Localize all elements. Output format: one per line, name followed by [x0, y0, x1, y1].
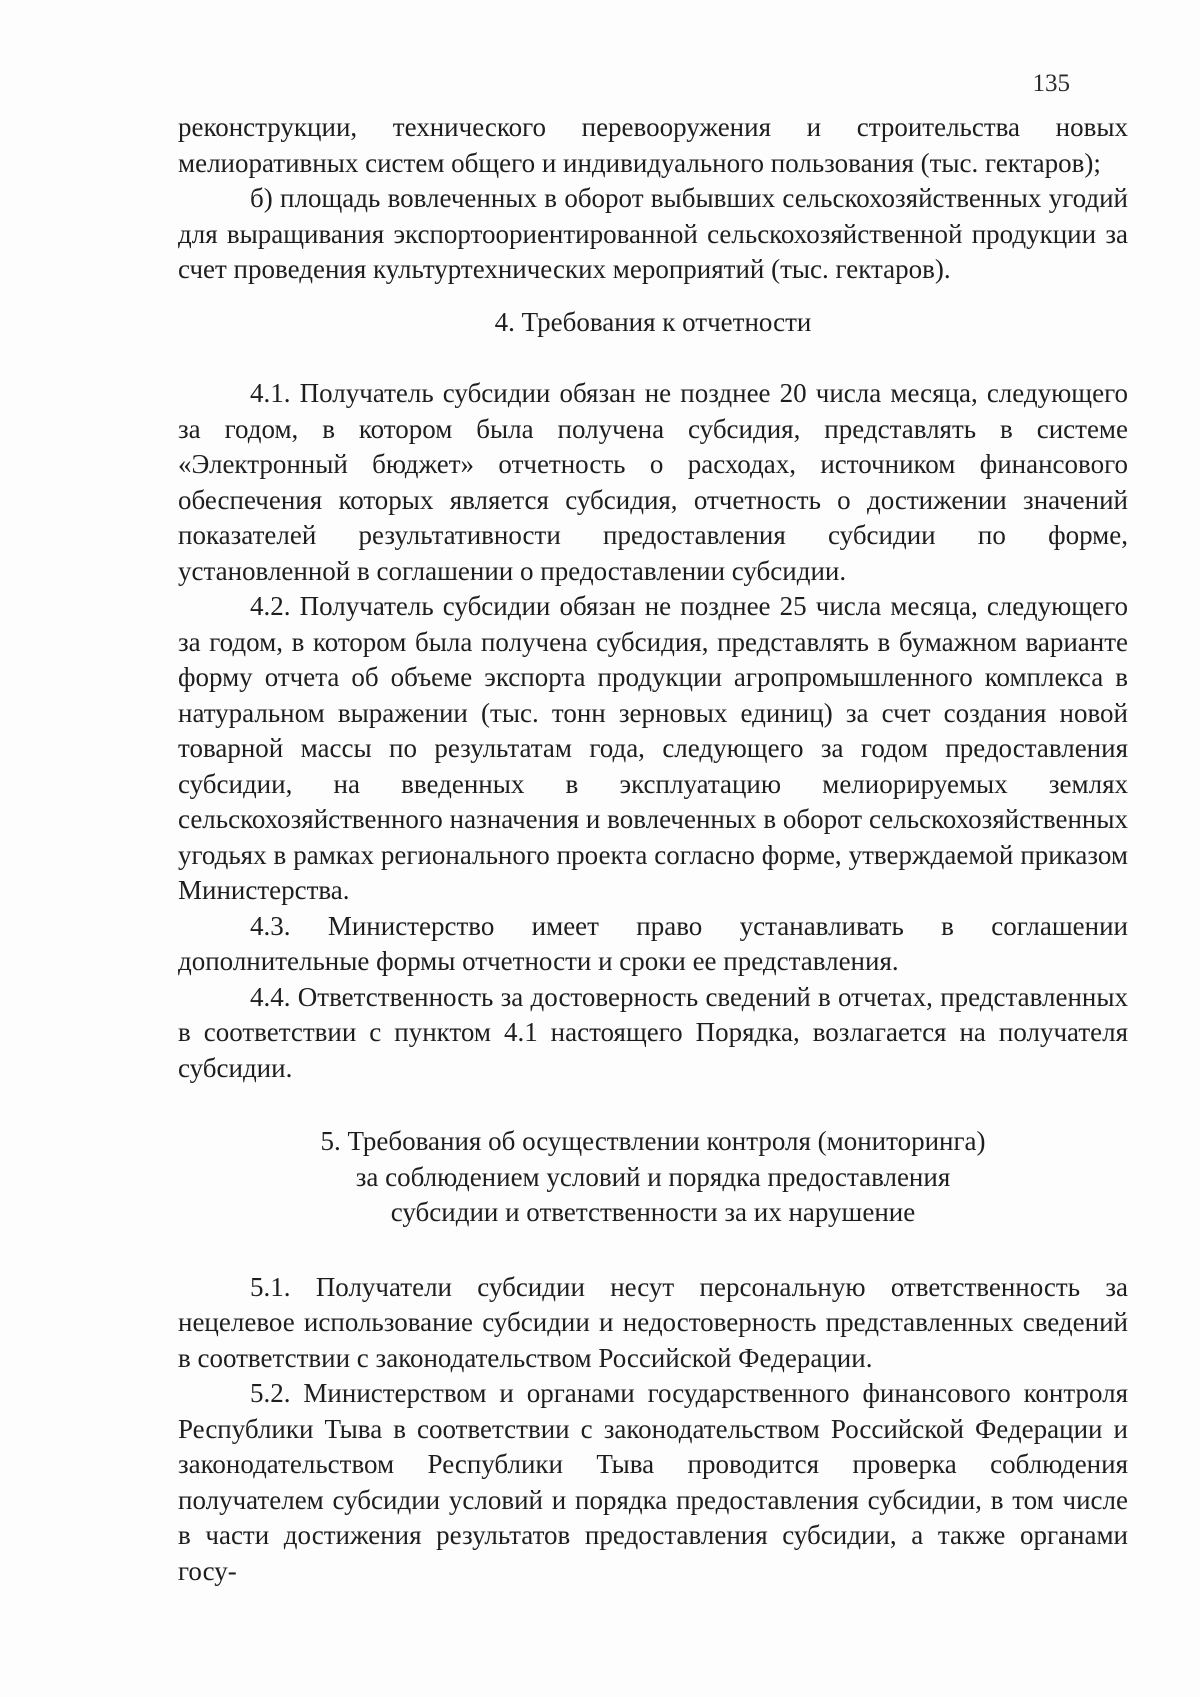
section-4-heading: 4. Требования к отчетности — [494, 306, 812, 337]
section-5-heading-line: за соблюдением условий и порядка предоставления — [355, 1161, 951, 1192]
paragraph-item-b: б) площадь вовлеченных в оборот выбывших сельскохозяйственных угодий для выращивания экспортоориентированной сельскохозяйственной продукции за счет проведения культуртехнических мероприятий (тыс. гектаров). — [178, 183, 1128, 284]
paragraph-continuation: реконструкции, технического перевооружения и строительства новых мелиоративных систем общего и индивидуального пользования (тыс. гектаров); — [178, 112, 1128, 178]
section-5-heading — [178, 1124, 1128, 1231]
document-body — [178, 110, 1128, 1589]
paragraph-5-2: 5.2. Министерством и органами государственного финансового контроля Республики Тыва в соответствии с законодательством Российской Федерации и законодательством Республики Тыва проводится проверка соблюдения получателем субсидии условий и порядка предоставления субсидии, в том числе в части достижения результатов предоставления субсидии, а также органами госу- — [178, 1378, 1128, 1586]
paragraph-4-4: 4.4. Ответственность за достоверность сведений в отчетах, представленных в соответствии с пунктом 4.1 настоящего Порядка, возлагается на получателя субсидии. — [178, 981, 1128, 1083]
paragraph-4-3: 4.3. Министерство имеет право устанавливать в соглашении дополнительные формы отчетности и сроки ее представления. — [178, 910, 1128, 976]
paragraph-4-2: 4.2. Получатель субсидии обязан не позднее 25 числа месяца, следующего за годом, в котором была получена субсидия, представлять в бумажном варианте форму отчета об объеме экспорта продукции агропромышленного комплекса в натуральном выражении (тыс. тонн зерновых единиц) за счет создания новой товарной массы по результатам года, следующего за годом предоставления субсидии, на введенных в эксплуатацию мелиорируемых землях сельскохозяйственного назначения и вовлеченных в оборот сельскохозяйственных угодьях в рамках регионального проекта согласно форме, утверждаемой приказом Министерства. — [178, 591, 1128, 905]
section-5-heading-line: 5. Требования об осуществлении контроля (мониторинга) — [320, 1126, 986, 1156]
paragraph-5-1: 5.1. Получатели субсидии несут персональную ответственность за нецелевое использование субсидии и недостоверность представленных сведений в соответствии с законодательством Российской Федерации. — [178, 1271, 1128, 1373]
paragraph-4-1: 4.1. Получатель субсидии обязан не позднее 20 числа месяца, следующего за годом, в котором была получена субсидия, представлять в системе «Электронный бюджет» отчетность о расходах, источником финансового обеспечения которых является субсидия, отчетность о достижении значений показателей результативности предоставления субсидии по форме, установленной в соглашении о предоставлении субсидии. — [178, 378, 1128, 586]
page-number: 135 — [1032, 70, 1070, 97]
section-5-heading-line: субсидии и ответственности за их нарушение — [390, 1197, 916, 1227]
